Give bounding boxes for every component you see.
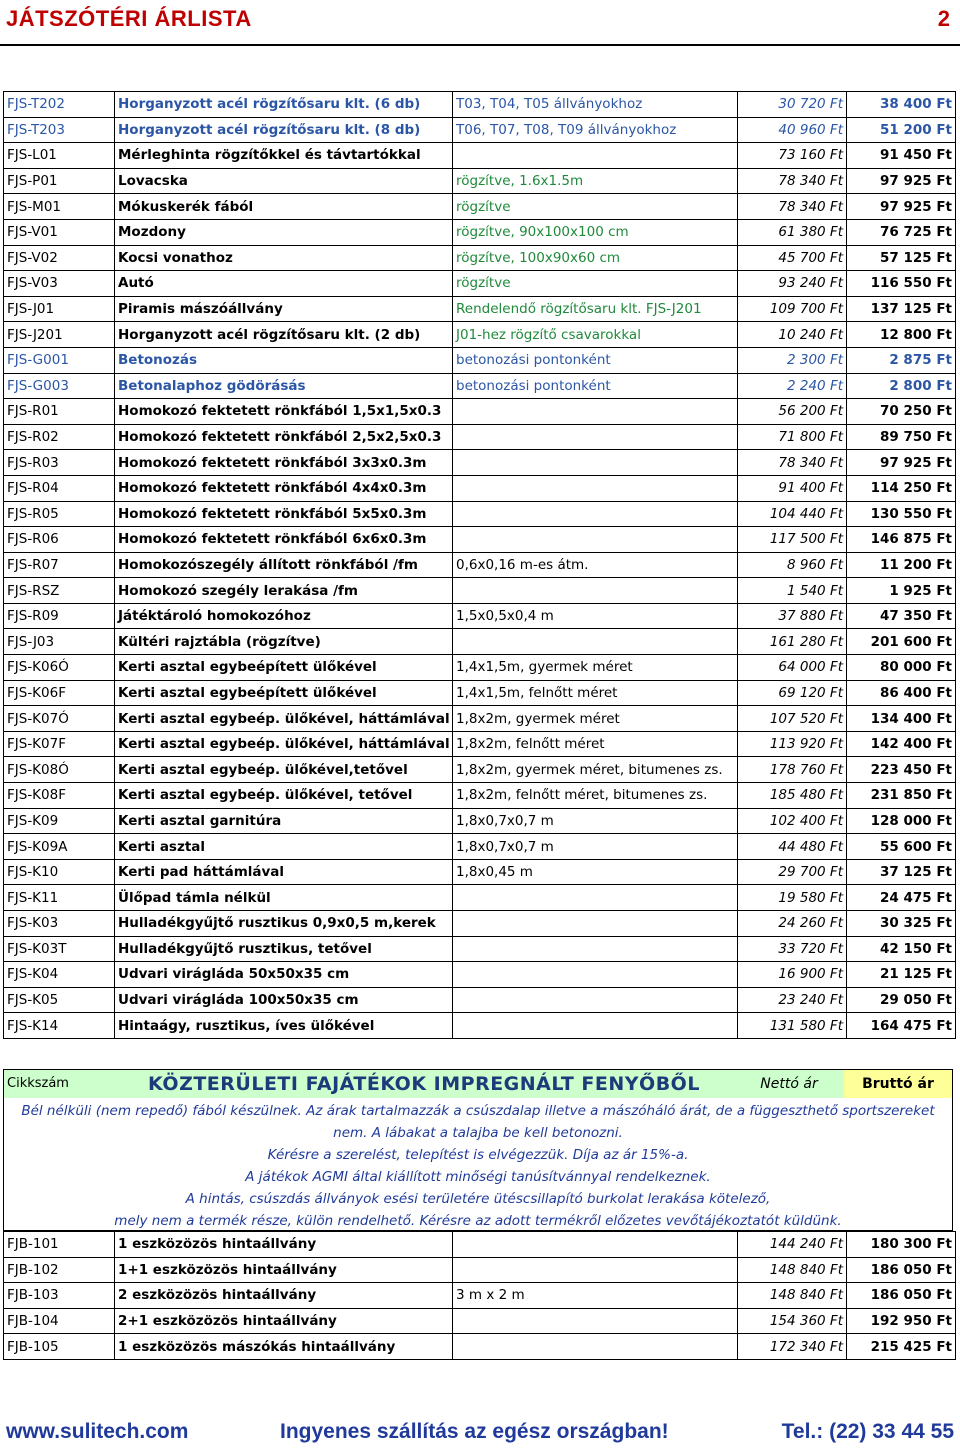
cell-desc	[453, 1257, 738, 1283]
cell-gross-price: 24 475 Ft	[847, 885, 956, 911]
price-table-body	[4, 92, 956, 1039]
table-row	[4, 911, 956, 937]
cell-gross-price: 55 600 Ft	[847, 834, 956, 860]
cell-gross-price: 47 350 Ft	[847, 603, 956, 629]
cell-net-price: 29 700 Ft	[738, 859, 847, 885]
cell-gross-price: 215 425 Ft	[847, 1334, 956, 1360]
footer-phone: Tel.: (22) 33 44 55	[781, 1420, 954, 1443]
table-row	[4, 1257, 956, 1283]
cell-net-price: 102 400 Ft	[738, 808, 847, 834]
cell-name: Kerti asztal egybeép. ülőkével, háttámlával	[115, 731, 453, 757]
cell-net-price: 172 340 Ft	[738, 1334, 847, 1360]
column-header-code: Cikkszám	[4, 1070, 114, 1098]
table-row	[4, 117, 956, 143]
cell-code: FJS-G001	[4, 347, 115, 373]
cell-name: Homokozó fektetett rönkfából 2,5x2,5x0.3	[115, 424, 453, 450]
cell-code: FJS-K03	[4, 911, 115, 937]
column-header-net: Nettó ár	[734, 1070, 844, 1098]
table-row	[4, 629, 956, 655]
cell-net-price: 24 260 Ft	[738, 911, 847, 937]
cell-net-price: 37 880 Ft	[738, 603, 847, 629]
page-number: 2	[937, 6, 950, 31]
cell-desc	[453, 987, 738, 1013]
cell-name: Mókuskerék fából	[115, 194, 453, 220]
cell-name: Horganyzott acél rögzítősaru klt. (8 db)	[115, 117, 453, 143]
swing-price-table-body	[4, 1232, 956, 1360]
cell-net-price: 154 360 Ft	[738, 1308, 847, 1334]
footer-shipping-note: Ingyenes szállítás az egész országban!	[280, 1420, 669, 1443]
cell-desc	[453, 399, 738, 425]
cell-gross-price: 76 725 Ft	[847, 219, 956, 245]
cell-gross-price: 97 925 Ft	[847, 194, 956, 220]
cell-net-price: 2 300 Ft	[738, 347, 847, 373]
table-row	[4, 706, 956, 732]
cell-gross-price: 180 300 Ft	[847, 1232, 956, 1258]
cell-gross-price: 231 850 Ft	[847, 783, 956, 809]
cell-name: Játéktároló homokozóhoz	[115, 603, 453, 629]
cell-name: Kerti asztal egybeép. ülőkével, tetővel	[115, 783, 453, 809]
table-row	[4, 168, 956, 194]
column-header-gross: Bruttó ár	[844, 1070, 952, 1098]
table-row	[4, 655, 956, 681]
cell-code: FJS-K08F	[4, 783, 115, 809]
cell-gross-price: 42 150 Ft	[847, 936, 956, 962]
page-footer	[0, 1418, 960, 1450]
table-row	[4, 731, 956, 757]
cell-gross-price: 201 600 Ft	[847, 629, 956, 655]
table-row	[4, 987, 956, 1013]
cell-name: Kocsi vonathoz	[115, 245, 453, 271]
cell-code: FJS-R06	[4, 527, 115, 553]
cell-desc: 1,8x0,7x0,7 m	[453, 834, 738, 860]
cell-desc: 1,8x2m, felnőtt méret, bitumenes zs.	[453, 783, 738, 809]
footer-website[interactable]: www.sulitech.com	[6, 1420, 189, 1443]
cell-code: FJS-RSZ	[4, 578, 115, 604]
cell-net-price: 2 240 Ft	[738, 373, 847, 399]
cell-net-price: 161 280 Ft	[738, 629, 847, 655]
cell-code: FJS-V03	[4, 271, 115, 297]
cell-code: FJS-J201	[4, 322, 115, 348]
table-row	[4, 808, 956, 834]
cell-desc	[453, 578, 738, 604]
cell-code: FJS-R02	[4, 424, 115, 450]
cell-net-price: 71 800 Ft	[738, 424, 847, 450]
cell-desc	[453, 424, 738, 450]
cell-desc: J01-hez rögzítő csavarokkal	[453, 322, 738, 348]
note-line: mely nem a termék része, külön rendelhető. Kérésre az adott termékről előzetes vevőtájékoztatót küldünk.	[114, 1213, 842, 1229]
cell-desc: 1,8x0,7x0,7 m	[453, 808, 738, 834]
cell-code: FJS-K04	[4, 962, 115, 988]
cell-gross-price: 2 800 Ft	[847, 373, 956, 399]
cell-net-price: 113 920 Ft	[738, 731, 847, 757]
cell-desc: 3 m x 2 m	[453, 1283, 738, 1309]
cell-name: Kerti asztal garnitúra	[115, 808, 453, 834]
table-row	[4, 92, 956, 118]
cell-name: Udvari virágláda 50x50x35 cm	[115, 962, 453, 988]
cell-net-price: 1 540 Ft	[738, 578, 847, 604]
table-row	[4, 962, 956, 988]
swing-price-table	[3, 1231, 956, 1360]
cell-code: FJS-R05	[4, 501, 115, 527]
cell-desc	[453, 962, 738, 988]
cell-code: FJB-101	[4, 1232, 115, 1258]
cell-name: Homokozó szegély lerakása /fm	[115, 578, 453, 604]
cell-gross-price: 116 550 Ft	[847, 271, 956, 297]
cell-net-price: 23 240 Ft	[738, 987, 847, 1013]
cell-desc: betonozási pontonként	[453, 373, 738, 399]
cell-desc: 1,8x2m, gyermek méret	[453, 706, 738, 732]
cell-net-price: 33 720 Ft	[738, 936, 847, 962]
cell-net-price: 178 760 Ft	[738, 757, 847, 783]
cell-code: FJS-R01	[4, 399, 115, 425]
cell-desc: rögzítve	[453, 271, 738, 297]
section-public-wooden-toys	[3, 1069, 953, 1231]
cell-net-price: 185 480 Ft	[738, 783, 847, 809]
cell-net-price: 131 580 Ft	[738, 1013, 847, 1039]
cell-gross-price: 37 125 Ft	[847, 859, 956, 885]
cell-code: FJS-K11	[4, 885, 115, 911]
cell-code: FJB-103	[4, 1283, 115, 1309]
cell-desc	[453, 527, 738, 553]
cell-code: FJS-K07F	[4, 731, 115, 757]
cell-code: FJS-K06Ó	[4, 655, 115, 681]
note-line: Bél nélküli (nem repedő) fából készülnek. Az árak tartalmazzák a csúszdalap illetve a mászóháló árát, de a függeszthető sportszereket	[21, 1103, 935, 1119]
cell-name: Homokozó fektetett rönkfából 5x5x0.3m	[115, 501, 453, 527]
table-row	[4, 219, 956, 245]
cell-gross-price: 11 200 Ft	[847, 552, 956, 578]
cell-net-price: 93 240 Ft	[738, 271, 847, 297]
note-line: A hintás, csúszdás állványok esési területére ütéscsillapító burkolat lerakása kötelező,	[185, 1191, 771, 1207]
cell-name: Kerti asztal egybeépített ülőkével	[115, 680, 453, 706]
cell-net-price: 69 120 Ft	[738, 680, 847, 706]
cell-code: FJS-R09	[4, 603, 115, 629]
cell-code: FJS-K06F	[4, 680, 115, 706]
cell-net-price: 40 960 Ft	[738, 117, 847, 143]
cell-gross-price: 134 400 Ft	[847, 706, 956, 732]
table-row	[4, 834, 956, 860]
cell-gross-price: 57 125 Ft	[847, 245, 956, 271]
cell-net-price: 78 340 Ft	[738, 168, 847, 194]
table-row	[4, 552, 956, 578]
cell-gross-price: 29 050 Ft	[847, 987, 956, 1013]
cell-gross-price: 128 000 Ft	[847, 808, 956, 834]
table-row	[4, 450, 956, 476]
cell-gross-price: 80 000 Ft	[847, 655, 956, 681]
cell-desc	[453, 475, 738, 501]
cell-gross-price: 97 925 Ft	[847, 168, 956, 194]
cell-name: Homokozószegély állított rönkfából /fm	[115, 552, 453, 578]
cell-net-price: 107 520 Ft	[738, 706, 847, 732]
cell-code: FJS-R04	[4, 475, 115, 501]
cell-gross-price: 51 200 Ft	[847, 117, 956, 143]
cell-name: Mozdony	[115, 219, 453, 245]
cell-net-price: 10 240 Ft	[738, 322, 847, 348]
table-row	[4, 296, 956, 322]
cell-code: FJS-K08Ó	[4, 757, 115, 783]
cell-name: Ülőpad támla nélkül	[115, 885, 453, 911]
cell-name: Kerti asztal	[115, 834, 453, 860]
cell-net-price: 78 340 Ft	[738, 450, 847, 476]
cell-gross-price: 21 125 Ft	[847, 962, 956, 988]
cell-name: Betonozás	[115, 347, 453, 373]
cell-name: Homokozó fektetett rönkfából 6x6x0.3m	[115, 527, 453, 553]
cell-name: Lovacska	[115, 168, 453, 194]
table-row	[4, 1232, 956, 1258]
cell-gross-price: 164 475 Ft	[847, 1013, 956, 1039]
cell-name: 1 eszközözös mászókás hintaállvány	[115, 1334, 453, 1360]
table-row	[4, 783, 956, 809]
cell-desc: Rendelendő rögzítősaru klt. FJS-J201	[453, 296, 738, 322]
cell-code: FJS-K03T	[4, 936, 115, 962]
cell-code: FJB-102	[4, 1257, 115, 1283]
table-row	[4, 527, 956, 553]
table-row	[4, 475, 956, 501]
cell-net-price: 16 900 Ft	[738, 962, 847, 988]
cell-gross-price: 97 925 Ft	[847, 450, 956, 476]
cell-net-price: 45 700 Ft	[738, 245, 847, 271]
cell-desc: rögzítve, 90x100x100 cm	[453, 219, 738, 245]
cell-desc	[453, 1232, 738, 1258]
cell-desc: T03, T04, T05 állványokhoz	[453, 92, 738, 118]
cell-name: Udvari virágláda 100x50x35 cm	[115, 987, 453, 1013]
cell-gross-price: 91 450 Ft	[847, 143, 956, 169]
table-row	[4, 424, 956, 450]
table-row	[4, 245, 956, 271]
cell-gross-price: 223 450 Ft	[847, 757, 956, 783]
cell-desc: rögzítve	[453, 194, 738, 220]
cell-code: FJS-P01	[4, 168, 115, 194]
cell-desc	[453, 936, 738, 962]
cell-name: Kerti asztal egybeépített ülőkével	[115, 655, 453, 681]
table-row	[4, 578, 956, 604]
cell-name: 1+1 eszközözös hintaállvány	[115, 1257, 453, 1283]
cell-desc: betonozási pontonként	[453, 347, 738, 373]
cell-code: FJS-K14	[4, 1013, 115, 1039]
cell-net-price: 64 000 Ft	[738, 655, 847, 681]
cell-desc: rögzítve, 100x90x60 cm	[453, 245, 738, 271]
table-row	[4, 757, 956, 783]
cell-name: Piramis mászóállvány	[115, 296, 453, 322]
cell-gross-price: 30 325 Ft	[847, 911, 956, 937]
cell-desc	[453, 501, 738, 527]
note-line: nem. A lábakat a talajba be kell betonozni.	[333, 1125, 623, 1141]
cell-name: Hulladékgyűjtő rusztikus, tetővel	[115, 936, 453, 962]
cell-desc: 1,8x2m, felnőtt méret	[453, 731, 738, 757]
cell-name: Horganyzott acél rögzítősaru klt. (2 db)	[115, 322, 453, 348]
cell-gross-price: 86 400 Ft	[847, 680, 956, 706]
cell-name: Autó	[115, 271, 453, 297]
table-row	[4, 347, 956, 373]
cell-name: 2+1 eszközözös hintaállvány	[115, 1308, 453, 1334]
table-row	[4, 143, 956, 169]
table-row	[4, 1308, 956, 1334]
cell-gross-price: 137 125 Ft	[847, 296, 956, 322]
cell-gross-price: 2 875 Ft	[847, 347, 956, 373]
cell-desc: 0,6x0,16 m-es átm.	[453, 552, 738, 578]
table-row	[4, 501, 956, 527]
cell-net-price: 78 340 Ft	[738, 194, 847, 220]
cell-net-price: 56 200 Ft	[738, 399, 847, 425]
cell-gross-price: 1 925 Ft	[847, 578, 956, 604]
cell-net-price: 91 400 Ft	[738, 475, 847, 501]
page-title: JÁTSZÓTÉRI ÁRLISTA	[6, 6, 252, 31]
cell-code: FJB-104	[4, 1308, 115, 1334]
cell-gross-price: 186 050 Ft	[847, 1283, 956, 1309]
cell-net-price: 61 380 Ft	[738, 219, 847, 245]
cell-name: 2 eszközözös hintaállvány	[115, 1283, 453, 1309]
cell-net-price: 44 480 Ft	[738, 834, 847, 860]
cell-net-price: 109 700 Ft	[738, 296, 847, 322]
cell-code: FJS-K09A	[4, 834, 115, 860]
cell-code: FJS-K05	[4, 987, 115, 1013]
cell-net-price: 19 580 Ft	[738, 885, 847, 911]
cell-net-price: 104 440 Ft	[738, 501, 847, 527]
cell-code: FJS-T203	[4, 117, 115, 143]
cell-gross-price: 130 550 Ft	[847, 501, 956, 527]
cell-name: Horganyzott acél rögzítősaru klt. (6 db)	[115, 92, 453, 118]
cell-desc: 1,8x2m, gyermek méret, bitumenes zs.	[453, 757, 738, 783]
cell-code: FJS-R07	[4, 552, 115, 578]
cell-desc: 1,8x0,45 m	[453, 859, 738, 885]
table-row	[4, 859, 956, 885]
cell-gross-price: 146 875 Ft	[847, 527, 956, 553]
table-row	[4, 1013, 956, 1039]
table-row	[4, 399, 956, 425]
cell-desc	[453, 143, 738, 169]
table-row	[4, 936, 956, 962]
cell-gross-price: 192 950 Ft	[847, 1308, 956, 1334]
cell-net-price: 30 720 Ft	[738, 92, 847, 118]
cell-desc: 1,4x1,5m, gyermek méret	[453, 655, 738, 681]
cell-gross-price: 186 050 Ft	[847, 1257, 956, 1283]
cell-name: Kerti asztal egybeép. ülőkével, háttámlával	[115, 706, 453, 732]
cell-net-price: 148 840 Ft	[738, 1257, 847, 1283]
cell-name: Homokozó fektetett rönkfából 1,5x1,5x0.3	[115, 399, 453, 425]
table-row	[4, 322, 956, 348]
cell-code: FJS-R03	[4, 450, 115, 476]
cell-name: Mérleghinta rögzítőkkel és távtartókkal	[115, 143, 453, 169]
table-row	[4, 1334, 956, 1360]
page-header	[0, 0, 960, 46]
cell-code: FJS-T202	[4, 92, 115, 118]
table-row	[4, 271, 956, 297]
cell-code: FJS-K09	[4, 808, 115, 834]
price-table	[3, 91, 956, 1039]
cell-code: FJS-J03	[4, 629, 115, 655]
cell-code: FJS-G003	[4, 373, 115, 399]
section-notes	[4, 1100, 952, 1232]
cell-desc	[453, 885, 738, 911]
cell-name: 1 eszközözös hintaállvány	[115, 1232, 453, 1258]
cell-net-price: 8 960 Ft	[738, 552, 847, 578]
cell-desc	[453, 1308, 738, 1334]
cell-gross-price: 114 250 Ft	[847, 475, 956, 501]
table-row	[4, 194, 956, 220]
cell-code: FJS-V01	[4, 219, 115, 245]
table-row	[4, 373, 956, 399]
cell-desc	[453, 629, 738, 655]
cell-desc: 1,4x1,5m, felnőtt méret	[453, 680, 738, 706]
cell-name: Kerti asztal egybeép. ülőkével,tetővel	[115, 757, 453, 783]
section-header-bar	[4, 1070, 952, 1098]
cell-desc: 1,5x0,5x0,4 m	[453, 603, 738, 629]
cell-name: Kerti pad háttámlával	[115, 859, 453, 885]
cell-name: Homokozó fektetett rönkfából 3x3x0.3m	[115, 450, 453, 476]
cell-gross-price: 38 400 Ft	[847, 92, 956, 118]
table-row	[4, 603, 956, 629]
table-row	[4, 1283, 956, 1309]
cell-desc: rögzítve, 1.6x1.5m	[453, 168, 738, 194]
note-line: Kérésre a szerelést, telepítést is elvégezzük. Díja az ár 15%-a.	[267, 1147, 689, 1163]
cell-code: FJS-M01	[4, 194, 115, 220]
cell-net-price: 117 500 Ft	[738, 527, 847, 553]
cell-code: FJS-L01	[4, 143, 115, 169]
cell-net-price: 148 840 Ft	[738, 1283, 847, 1309]
cell-code: FJS-K10	[4, 859, 115, 885]
cell-gross-price: 142 400 Ft	[847, 731, 956, 757]
cell-code: FJS-K07Ó	[4, 706, 115, 732]
cell-name: Hulladékgyűjtő rusztikus 0,9x0,5 m,kerek	[115, 911, 453, 937]
cell-code: FJS-J01	[4, 296, 115, 322]
cell-desc	[453, 1013, 738, 1039]
note-line: A játékok AGMI által kiállított minőségi tanúsítvánnyal rendelkeznek.	[245, 1169, 711, 1185]
section-title: KÖZTERÜLETI FAJÁTÉKOK IMPREGNÁLT FENYŐBŐL	[114, 1070, 734, 1098]
cell-gross-price: 12 800 Ft	[847, 322, 956, 348]
cell-desc: T06, T07, T08, T09 állványokhoz	[453, 117, 738, 143]
table-row	[4, 885, 956, 911]
cell-code: FJB-105	[4, 1334, 115, 1360]
cell-code: FJS-V02	[4, 245, 115, 271]
cell-name: Kültéri rajztábla (rögzítve)	[115, 629, 453, 655]
cell-desc	[453, 911, 738, 937]
cell-name: Homokozó fektetett rönkfából 4x4x0.3m	[115, 475, 453, 501]
cell-net-price: 73 160 Ft	[738, 143, 847, 169]
cell-gross-price: 89 750 Ft	[847, 424, 956, 450]
cell-gross-price: 70 250 Ft	[847, 399, 956, 425]
cell-desc	[453, 450, 738, 476]
table-row	[4, 680, 956, 706]
cell-desc	[453, 1334, 738, 1360]
cell-name: Hintaágy, rusztikus, íves ülőkével	[115, 1013, 453, 1039]
cell-name: Betonalaphoz gödörásás	[115, 373, 453, 399]
cell-net-price: 144 240 Ft	[738, 1232, 847, 1258]
